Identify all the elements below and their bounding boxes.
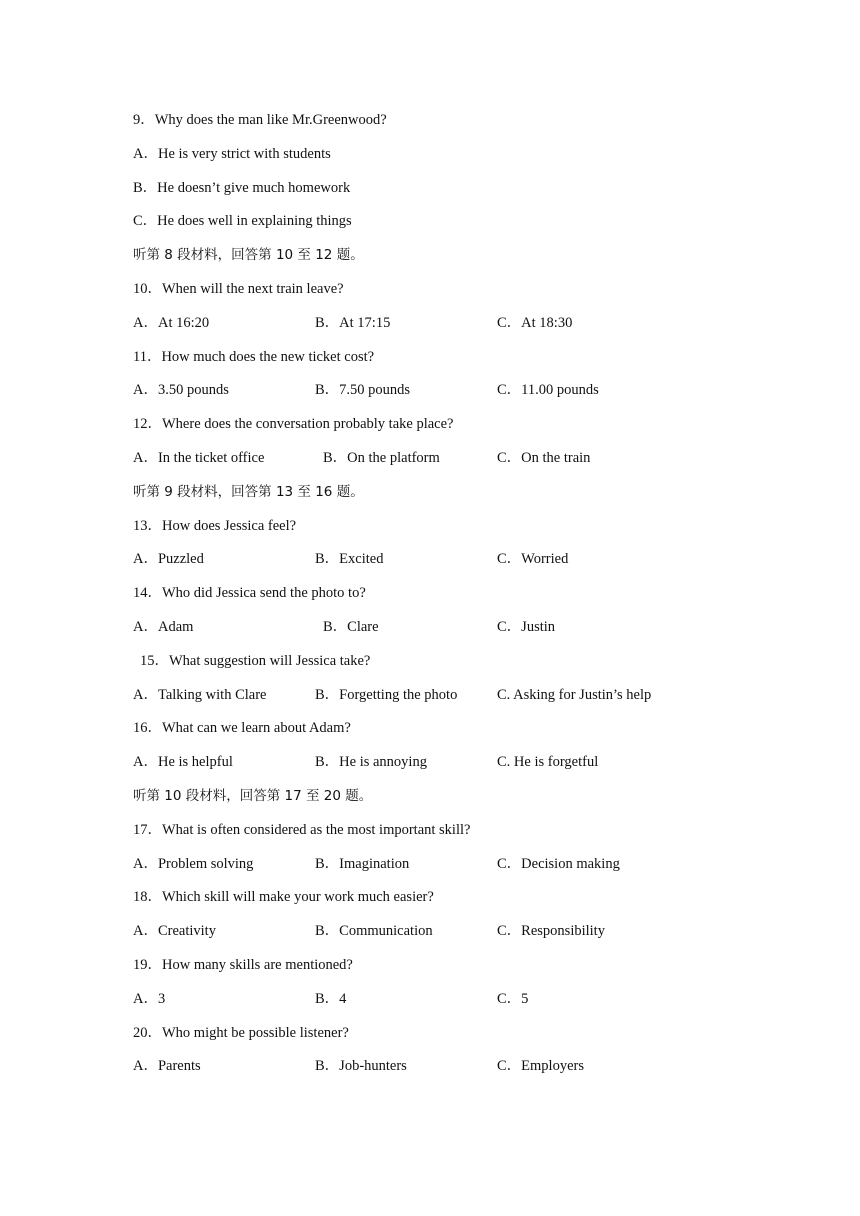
option-c: C．At 18:30 (497, 315, 573, 331)
option-a: A．Creativity (133, 923, 216, 939)
option-c: C．5 (497, 991, 529, 1007)
option-c: C．Worried (497, 551, 569, 567)
options-row (0, 313, 860, 333)
option-c: C．Employers (497, 1058, 584, 1074)
option-a: A．Puzzled (133, 551, 204, 567)
options-row (0, 921, 860, 941)
option-b: B．Clare (323, 619, 379, 635)
option-a: A．Parents (133, 1058, 201, 1074)
option-c: C．Justin (497, 619, 556, 635)
option-b: B．Excited (315, 551, 384, 567)
option-a: A．3 (133, 991, 166, 1007)
question: 9．Why does the man like Mr.Greenwood? (133, 112, 387, 128)
options-row (0, 448, 860, 468)
option-b: B．He is annoying (315, 754, 427, 770)
option-b: B．Forgetting the photo (315, 687, 458, 703)
option-b: B．Communication (315, 923, 433, 939)
options-row (0, 380, 860, 400)
option-b: B．On the platform (323, 450, 440, 466)
option-b: B．Imagination (315, 856, 410, 872)
question: 15．What suggestion will Jessica take? (140, 653, 371, 669)
question: 19．How many skills are mentioned? (133, 957, 353, 973)
option-line: C．He does well in explaining things (133, 213, 352, 229)
question: 12．Where does the conversation probably take place? (133, 416, 454, 432)
options-row (0, 685, 860, 705)
options-row (0, 989, 860, 1009)
option-a: A．Adam (133, 619, 194, 635)
question: 20．Who might be possible listener? (133, 1025, 349, 1041)
question: 16．What can we learn about Adam? (133, 720, 351, 736)
section-instruction: 听第 9 段材料，回答第 13 至 16 题。 (133, 484, 364, 500)
option-c: C．11.00 pounds (497, 382, 599, 398)
option-c: C. He is forgetful (497, 754, 599, 770)
options-row (0, 1056, 860, 1076)
option-a: A．At 16:20 (133, 315, 210, 331)
section-instruction: 听第 8 段材料，回答第 10 至 12 题。 (133, 247, 364, 263)
option-b: B．At 17:15 (315, 315, 391, 331)
options-row (0, 752, 860, 772)
option-c: C．On the train (497, 450, 591, 466)
option-c: C．Responsibility (497, 923, 605, 939)
question: 11．How much does the new ticket cost? (133, 349, 375, 365)
options-row (0, 617, 860, 637)
option-b: B．Job-hunters (315, 1058, 407, 1074)
options-row (0, 854, 860, 874)
option-c: C．Decision making (497, 856, 620, 872)
question: 17．What is often considered as the most important skill? (133, 822, 471, 838)
option-a: A．He is helpful (133, 754, 233, 770)
option-a: A．Problem solving (133, 856, 254, 872)
option-line: B．He doesn’t give much homework (133, 180, 351, 196)
option-line: A．He is very strict with students (133, 146, 331, 162)
option-b: B．7.50 pounds (315, 382, 411, 398)
question: 14．Who did Jessica send the photo to? (133, 585, 366, 601)
option-a: A．In the ticket office (133, 450, 265, 466)
section-instruction: 听第 10 段材料，回答第 17 至 20 题。 (133, 788, 373, 804)
option-c: C. Asking for Justin’s help (497, 687, 652, 703)
options-row (0, 549, 860, 569)
question: 10．When will the next train leave? (133, 281, 344, 297)
question: 13．How does Jessica feel? (133, 518, 297, 534)
option-b: B．4 (315, 991, 347, 1007)
option-a: A．3.50 pounds (133, 382, 229, 398)
option-a: A．Talking with Clare (133, 687, 267, 703)
question: 18．Which skill will make your work much easier? (133, 889, 434, 905)
